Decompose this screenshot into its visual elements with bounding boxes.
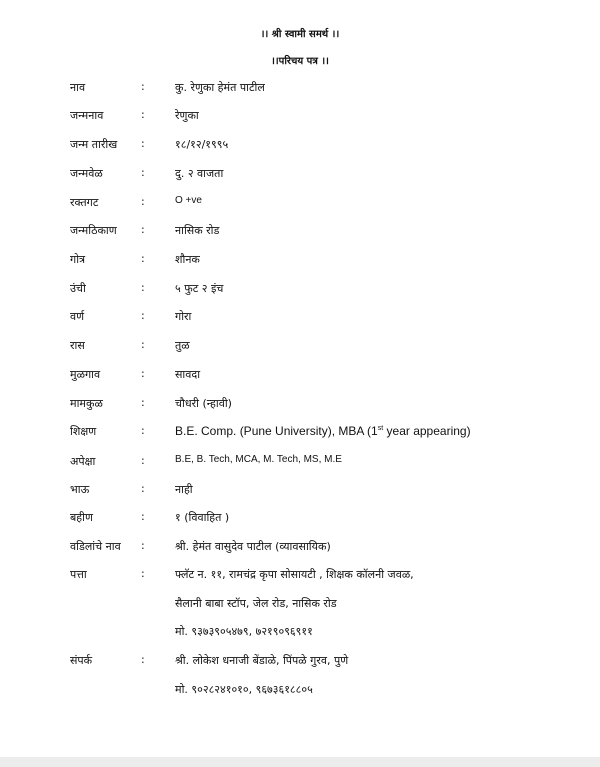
field-separator: : [141, 454, 145, 467]
contact-phone-line: मो. ९०२८२४१०१०, ९६७३६१८८०५ [175, 683, 313, 696]
field-row-education [0, 424, 600, 442]
field-label: वडिलांचे नाव [70, 540, 121, 553]
field-label: जन्म तारीख [70, 138, 118, 151]
field-separator: : [141, 166, 145, 179]
field-label: मुळगाव [70, 368, 101, 381]
field-row-birth-place [0, 223, 600, 241]
field-separator: : [141, 223, 145, 236]
field-separator: : [141, 396, 145, 409]
field-row-contact [0, 653, 600, 671]
field-label: शिक्षण [70, 425, 97, 438]
field-row-rashi [0, 338, 600, 356]
field-value: तुळ [175, 339, 190, 352]
field-label: जन्मठिकाण [70, 224, 117, 237]
address-phone-line: मो. ९३७३९०५४७९, ७२१९०९६९११ [175, 625, 313, 638]
page-bottom-edge [0, 757, 600, 767]
field-separator: : [141, 281, 145, 294]
field-row-maternal-family [0, 396, 600, 414]
field-row-address [0, 567, 600, 585]
field-value: श्री. लोकेश धनाजी बेंडाळे, पिंपळे गुरव, पुणे [175, 654, 349, 667]
field-label: नाव [70, 81, 86, 94]
field-value: १८/१२/१९९५ [175, 138, 229, 151]
field-label: वर्ण [70, 310, 85, 323]
field-label: मामकुळ [70, 397, 103, 410]
field-value: १ (विवाहित ) [175, 511, 230, 524]
field-row-birth-time [0, 166, 600, 184]
field-separator: : [141, 309, 145, 322]
field-separator: : [141, 424, 145, 437]
field-row-expectations [0, 454, 600, 472]
field-value: शौनक [175, 253, 200, 266]
field-row-brother [0, 482, 600, 500]
field-value: कु. रेणुका हेमंत पाटील [175, 81, 265, 94]
field-label: संपर्क [70, 654, 93, 667]
field-value: सावदा [175, 368, 201, 381]
field-separator: : [141, 137, 145, 150]
field-label: पत्ता [70, 568, 87, 581]
field-label: बहीण [70, 511, 93, 524]
field-value: श्री. हेमंत वासुदेव पाटील (व्यावसायिक) [175, 540, 331, 553]
address-line: सैलानी बाबा स्टॉप, जेल रोड, नासिक रोड [175, 597, 337, 610]
field-value: गोरा [175, 310, 192, 323]
field-separator: : [141, 567, 145, 580]
field-value: ५ फुट २ इंच [175, 282, 224, 295]
field-value: B.E, B. Tech, MCA, M. Tech, MS, M.E [175, 454, 342, 465]
field-separator: : [141, 539, 145, 552]
field-separator: : [141, 367, 145, 380]
field-separator: : [141, 338, 145, 351]
field-row-native-place [0, 367, 600, 385]
field-separator: : [141, 80, 145, 93]
field-separator: : [141, 108, 145, 121]
field-separator: : [141, 195, 145, 208]
field-label: रास [70, 339, 85, 352]
field-row-height [0, 281, 600, 299]
field-row-father-name [0, 539, 600, 557]
field-label: उंची [70, 282, 86, 295]
field-row-name [0, 80, 600, 98]
field-separator: : [141, 482, 145, 495]
education-text: B.E. Comp. (Pune University), MBA (1 [175, 424, 378, 438]
field-row-complexion [0, 309, 600, 327]
education-superscript: st [377, 425, 384, 432]
field-label: रक्तगट [70, 196, 99, 209]
invocation-heading: ।। श्री स्वामी समर्थ ।। [260, 29, 340, 40]
field-label: जन्मवेळ [70, 167, 103, 180]
field-separator: : [141, 252, 145, 265]
field-separator: : [141, 510, 145, 523]
field-label: गोत्र [70, 253, 86, 266]
field-value: चौधरी (न्हावी) [175, 397, 232, 410]
field-value: दु. २ वाजता [175, 167, 224, 180]
field-row-sister [0, 510, 600, 528]
field-row-birth-date [0, 137, 600, 155]
field-row-birth-name [0, 108, 600, 126]
field-row-gotra [0, 252, 600, 270]
education-text-end: year appearing) [383, 424, 471, 438]
field-value: नाही [175, 483, 193, 496]
biodata-title: ।।परिचय पत्र ।। [271, 56, 329, 67]
field-value: नासिक रोड [175, 224, 220, 237]
field-separator: : [141, 653, 145, 666]
field-value: फ्लॅट न. ११, रामचंद्र कृपा सोसायटी , शिक्षक कॉलनी जवळ, [175, 568, 414, 581]
field-label: भाऊ [70, 483, 90, 496]
field-value [175, 424, 471, 438]
field-label: अपेक्षा [70, 455, 96, 468]
field-label: जन्मनाव [70, 109, 104, 122]
field-value: रेणुका [175, 109, 199, 122]
field-value: O +ve [175, 195, 202, 206]
field-row-blood-group [0, 195, 600, 213]
